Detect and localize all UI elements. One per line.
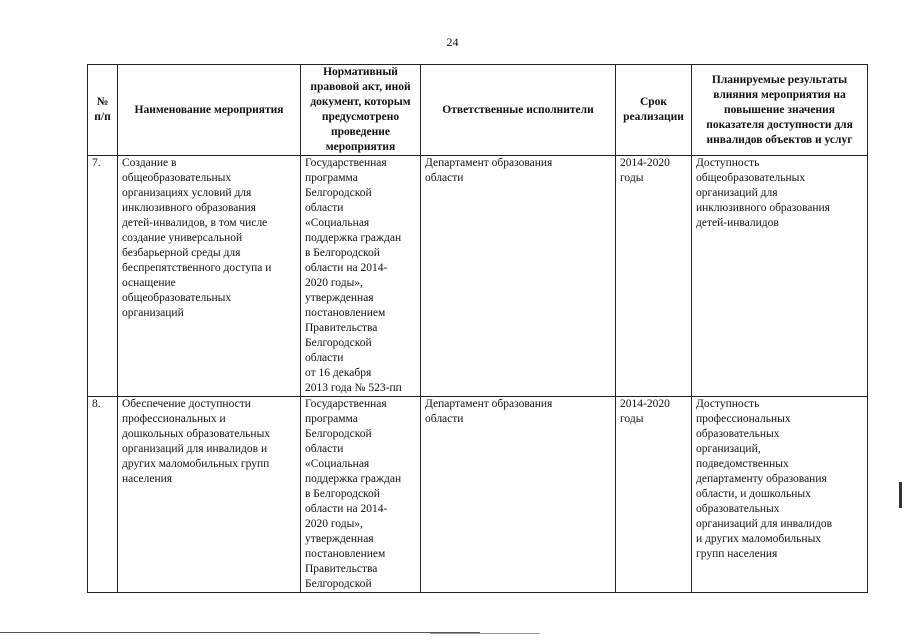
scan-bottom-rule	[0, 632, 480, 633]
events-table	[87, 64, 868, 593]
row-results: Доступность общеобразовательных организаций для инклюзивного образования детей-инвалидов	[692, 156, 868, 397]
row-legal-act: Государственная программа Белгородской области «Социальная поддержка граждан в Белгородской области на 2014- 2020 годы», утвержденная постановлением Правительства Белгородской	[301, 397, 421, 593]
header-results: Планируемые результаты влияния мероприятия на повышение значения показателя доступности для инвалидов объектов и услуг	[692, 65, 868, 156]
table-header-row	[88, 65, 868, 156]
row-term: 2014-2020 годы	[616, 397, 692, 593]
header-event-name: Наименование мероприятия	[118, 65, 301, 156]
page-number: 24	[446, 35, 459, 49]
row-number: 7.	[88, 156, 118, 397]
row-responsible: Департамент образования области	[421, 156, 616, 397]
scan-edge-mark	[899, 482, 902, 508]
header-term: Срок реализации	[616, 65, 692, 156]
row-term: 2014-2020 годы	[616, 156, 692, 397]
header-responsible: Ответственные исполнители	[421, 65, 616, 156]
row-responsible: Департамент образования области	[421, 397, 616, 593]
scan-bottom-rule-faint	[430, 633, 540, 634]
row-event-name: Создание в общеобразовательных организациях условий для инклюзивного образования детей-инвалидов, в том числе создание универсальной безбарьерной среды для беспрепятственного доступа и оснащение общеобразовательных организаций	[118, 156, 301, 397]
row-number: 8.	[88, 397, 118, 593]
header-number: № п/п	[88, 65, 118, 156]
header-legal-act: Нормативный правовой акт, иной документ, которым предусмотрено проведение мероприятия	[301, 65, 421, 156]
table-row	[88, 156, 868, 397]
table-row	[88, 397, 868, 593]
row-results: Доступность профессиональных образовательных организаций, подведомственных департаменту образования области, и дошкольных образовательных организаций для инвалидов и других маломобильных групп населения	[692, 397, 868, 593]
row-event-name: Обеспечение доступности профессиональных и дошкольных образовательных организаций для инвалидов и других маломобильных групп населения	[118, 397, 301, 593]
row-legal-act: Государственная программа Белгородской области «Социальная поддержка граждан в Белгородской области на 2014- 2020 годы», утвержденная постановлением Правительства Белгородской области от 16 декабря 2013 года № 523-пп	[301, 156, 421, 397]
